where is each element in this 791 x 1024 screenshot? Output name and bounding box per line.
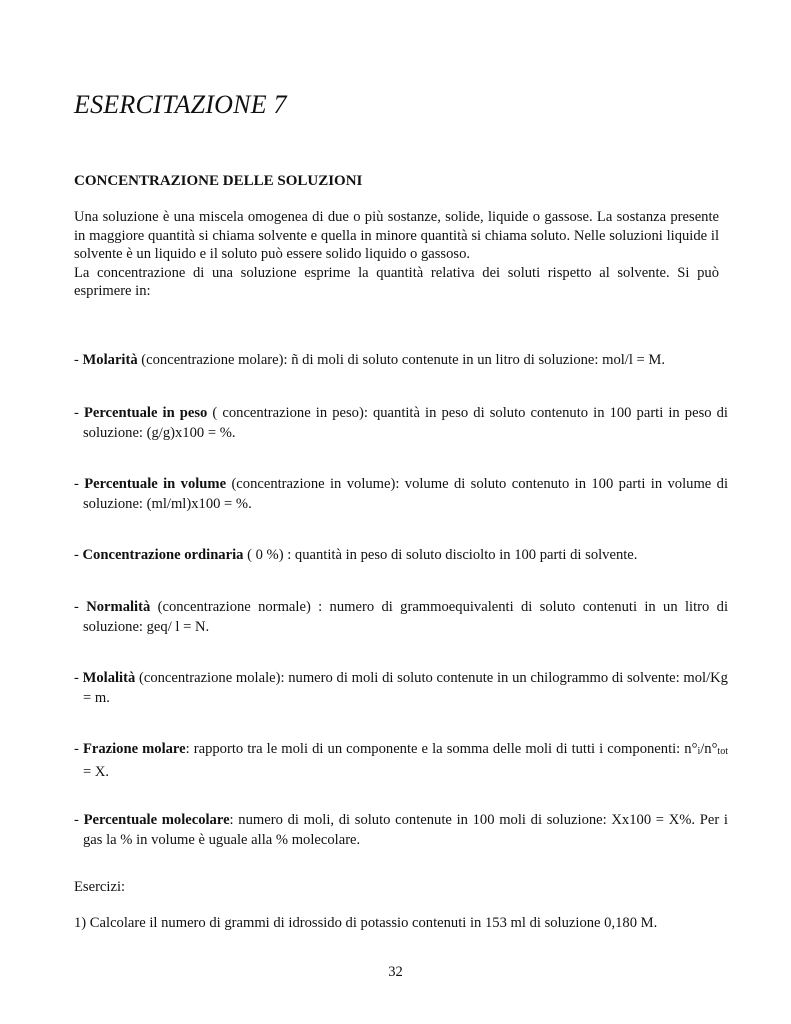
definition-term: Normalità: [86, 599, 151, 615]
definition-normalita: - Normalità (concentrazione normale) : numero di grammoequivalenti di soluto contenuti in un litro di soluzione: geq/ l = N.: [74, 599, 728, 635]
definition-term: Percentuale molecolare: [83, 812, 230, 828]
definition-term: Frazione molare: [82, 741, 186, 757]
definition-term: Molarità: [82, 352, 138, 368]
definition-term: Molalità: [82, 670, 136, 686]
definition-term: Percentuale in volume: [84, 476, 227, 492]
definition-percentuale-peso: - Percentuale in peso ( concentrazione in peso): quantità in peso di soluto contenuto in 100 parti in peso di soluzione: (g/g)x100 = %.: [74, 405, 728, 441]
intro-text: [74, 208, 719, 301]
definition-concentrazione-ordinaria: - Concentrazione ordinaria ( 0 %) : quantità in peso di soluto disciolto in 100 parti di solvente.: [74, 547, 638, 563]
intro-paragraph: Una soluzione è una miscela omogenea di due o più sostanze, solide, liquide o gassose. La sostanza presente in maggiore quantità si chiama solvente e quella in minore quantità si chiama soluto. Nelle soluzioni liquide il solvente è un liquido e il soluto può essere solido liquido o gassoso.: [74, 209, 719, 263]
definition-text: (concentrazione molare): ñ di moli di soluto contenute in un litro di soluzione: mol/l = M.: [137, 352, 666, 368]
definition-text: (concentrazione in volume): volume di soluto contenuto in 100 parti in volume di soluzione: (ml/ml)x100 = %.: [83, 476, 728, 512]
formula: n°i/n°tot = X.: [83, 741, 728, 780]
page-title: ESERCITAZIONE 7: [74, 90, 287, 119]
definition-term: Concentrazione ordinaria: [82, 547, 244, 563]
definition-text: : numero di moli, di soluto contenute in 100 moli di soluzione: Xx100 = X%. Per i gas la % in volume è uguale alla % molecolare.: [83, 812, 728, 848]
definition-text: (concentrazione molale): numero di moli di soluto contenute in un chilogrammo di solvente: mol/Kg = m.: [83, 670, 728, 706]
definition-text: : rapporto tra le moli di un componente e la somma delle moli di tutti i componenti:: [185, 741, 685, 757]
exercises-label: Esercizi:: [74, 879, 126, 895]
definition-percentuale-molecolare: - Percentuale molecolare: numero di moli, di soluto contenute in 100 moli di soluzione: Xx100 = X%. Per i gas la % in volume è uguale alla % molecolare.: [74, 812, 728, 848]
page-number: 32: [388, 964, 403, 980]
definition-frazione-molare: - Frazione molare: rapporto tra le moli di un componente e la somma delle moli di tutti i componenti: n°i/n°tot = X.: [74, 741, 728, 780]
definition-text: (concentrazione normale) : numero di grammoequivalenti di soluto contenuti in un litro di soluzione: geq/ l = N.: [83, 599, 728, 635]
exercise-item: 1) Calcolare il numero di grammi di idrossido di potassio contenuti in 153 ml di soluzione 0,180 M.: [74, 915, 658, 931]
intro-paragraph: La concentrazione di una soluzione esprime la quantità relativa dei soluti rispetto al solvente. Si può esprimere in:: [74, 264, 719, 300]
definition-molalita: - Molalità (concentrazione molale): numero di moli di soluto contenute in un chilogrammo di solvente: mol/Kg = m.: [74, 670, 728, 706]
definition-molarita: - Molarità (concentrazione molare): ñ di moli di soluto contenute in un litro di soluzione: mol/l = M.: [74, 352, 666, 368]
definition-term: Percentuale in peso: [83, 405, 208, 421]
definition-percentuale-volume: - Percentuale in volume (concentrazione in volume): volume di soluto contenuto in 100 parti in volume di soluzione: (ml/ml)x100 = %.: [74, 476, 728, 512]
definition-text: ( 0 %) : quantità in peso di soluto disciolto in 100 parti di solvente.: [243, 547, 638, 563]
section-heading: CONCENTRAZIONE DELLE SOLUZIONI: [74, 173, 363, 189]
definition-text: ( concentrazione in peso): quantità in peso di soluto contenuto in 100 parti in peso di soluzione: (g/g)x100 = %.: [83, 405, 728, 441]
